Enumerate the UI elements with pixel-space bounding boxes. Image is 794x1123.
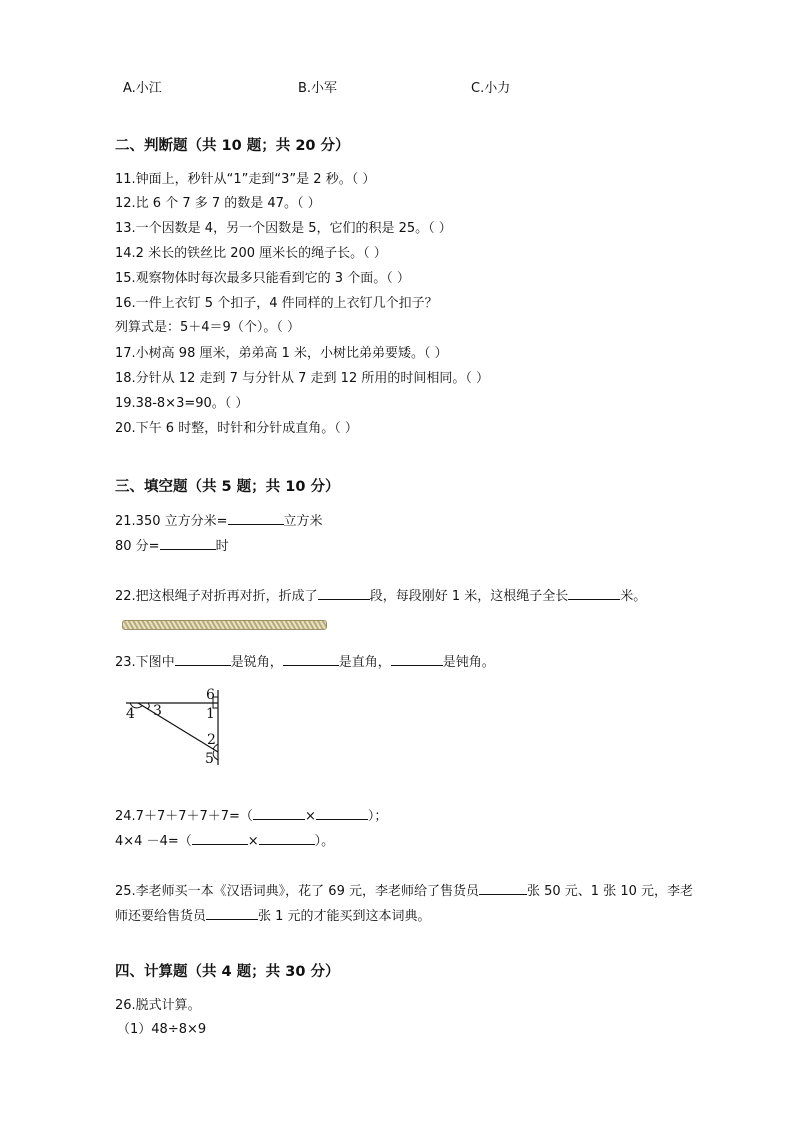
question-13: 13.一个因数是 4，另一个因数是 5，它们的积是 25。（ ） — [115, 221, 452, 236]
label-2: 2 — [207, 732, 216, 748]
answer-blank[interactable] — [192, 832, 248, 845]
q22-text: 22.把这根绳子对折再对折，折成了 — [115, 589, 318, 604]
question-11: 11.钟面上，秒针从“1”走到“3”是 2 秒。（ ） — [115, 172, 376, 187]
q25-text: 25.李老师买一本《汉语词典》，花了 69 元，李老师给了售货员 — [115, 884, 479, 899]
label-5: 5 — [205, 751, 214, 767]
answer-blank[interactable] — [206, 907, 258, 920]
q25-text2-end: 张 1 元的才能买到这本词典。 — [258, 909, 431, 924]
q23-text: 23.下图中 — [115, 655, 175, 670]
rope-image — [122, 620, 327, 630]
q23-text-mid2: 是直角， — [338, 655, 391, 670]
q23-text-end: 是钝角。 — [442, 655, 495, 670]
q24a-end: ）； — [367, 809, 388, 824]
question-21b — [115, 537, 229, 555]
option-a: A.小江 — [123, 81, 162, 96]
answer-blank[interactable] — [568, 587, 620, 600]
answer-blank[interactable] — [175, 653, 231, 666]
answer-blank[interactable] — [253, 807, 305, 820]
option-b: B.小军 — [298, 81, 338, 96]
question-25-line1 — [115, 882, 693, 900]
q24a-text: 24.7＋7＋7＋7＋7=（ — [115, 809, 253, 824]
question-26-1: （1）48÷8×9 — [117, 1022, 207, 1037]
section2-title: 二、判断题（共 10 题；共 20 分） — [115, 138, 350, 154]
q22-text-mid: 段，每段刚好 1 米，这根绳子全长 — [369, 589, 569, 604]
q25-text-end: 张 50 元、1 张 10 元，李老 — [526, 884, 694, 899]
question-26: 26.脱式计算。 — [115, 998, 201, 1013]
q24b-text: 4×4 －4=（ — [115, 834, 192, 849]
section4-title: 四、计算题（共 4 题；共 30 分） — [115, 964, 340, 980]
answer-blank[interactable] — [479, 882, 527, 895]
answer-blank[interactable] — [160, 537, 216, 550]
label-3: 3 — [153, 703, 162, 719]
q21b-unit: 时 — [215, 539, 229, 554]
angle-diagram — [122, 684, 232, 769]
question-12: 12.比 6 个 7 多 7 的数是 47。（ ） — [115, 196, 321, 211]
question-22 — [115, 587, 646, 605]
question-18: 18.分针从 12 走到 7 与分针从 7 走到 12 所用的时间相同。（ ） — [115, 371, 489, 386]
question-21a — [115, 512, 323, 530]
answer-blank[interactable] — [283, 653, 339, 666]
answer-blank[interactable] — [316, 807, 368, 820]
question-24b — [115, 832, 334, 850]
q24b-times: × — [247, 834, 259, 849]
q24b-end: ）。 — [314, 834, 335, 849]
question-16: 16.一件上衣钉 5 个扣子，4 件同样的上衣钉几个扣子？ — [115, 296, 438, 311]
answer-blank[interactable] — [259, 832, 315, 845]
answer-blank[interactable] — [391, 653, 443, 666]
label-4: 4 — [126, 706, 135, 722]
q21b-text: 80 分= — [115, 539, 160, 554]
question-23 — [115, 653, 495, 671]
q21a-unit: 立方米 — [283, 514, 323, 529]
answer-blank[interactable] — [318, 587, 370, 600]
q21a-text: 21.350 立方分米= — [115, 514, 228, 529]
q24a-times: × — [304, 809, 316, 824]
question-15: 15.观察物体时每次最多只能看到它的 3 个面。（ ） — [115, 271, 410, 286]
question-19: 19.38-8×3=90。（ ） — [115, 396, 249, 411]
section3-title: 三、填空题（共 5 题；共 10 分） — [115, 479, 340, 495]
question-16-formula: 列算式是：5＋4＝9（个）。（ ） — [115, 320, 300, 335]
answer-blank[interactable] — [228, 512, 284, 525]
question-20: 20.下午 6 时整，时针和分针成直角。（ ） — [115, 421, 358, 436]
q22-text-end: 米。 — [620, 589, 647, 604]
option-c: C.小力 — [471, 81, 511, 96]
q23-text-mid1: 是锐角， — [230, 655, 283, 670]
question-25-line2 — [115, 907, 431, 925]
question-17: 17.小树高 98 厘米，弟弟高 1 米，小树比弟弟要矮。（ ） — [115, 346, 448, 361]
q25-text2: 师还要给售货员 — [115, 909, 207, 924]
label-6: 6 — [206, 687, 215, 703]
label-1: 1 — [206, 706, 215, 722]
question-14: 14.2 米长的铁丝比 200 厘米长的绳子长。（ ） — [115, 246, 387, 261]
question-24a — [115, 807, 387, 825]
